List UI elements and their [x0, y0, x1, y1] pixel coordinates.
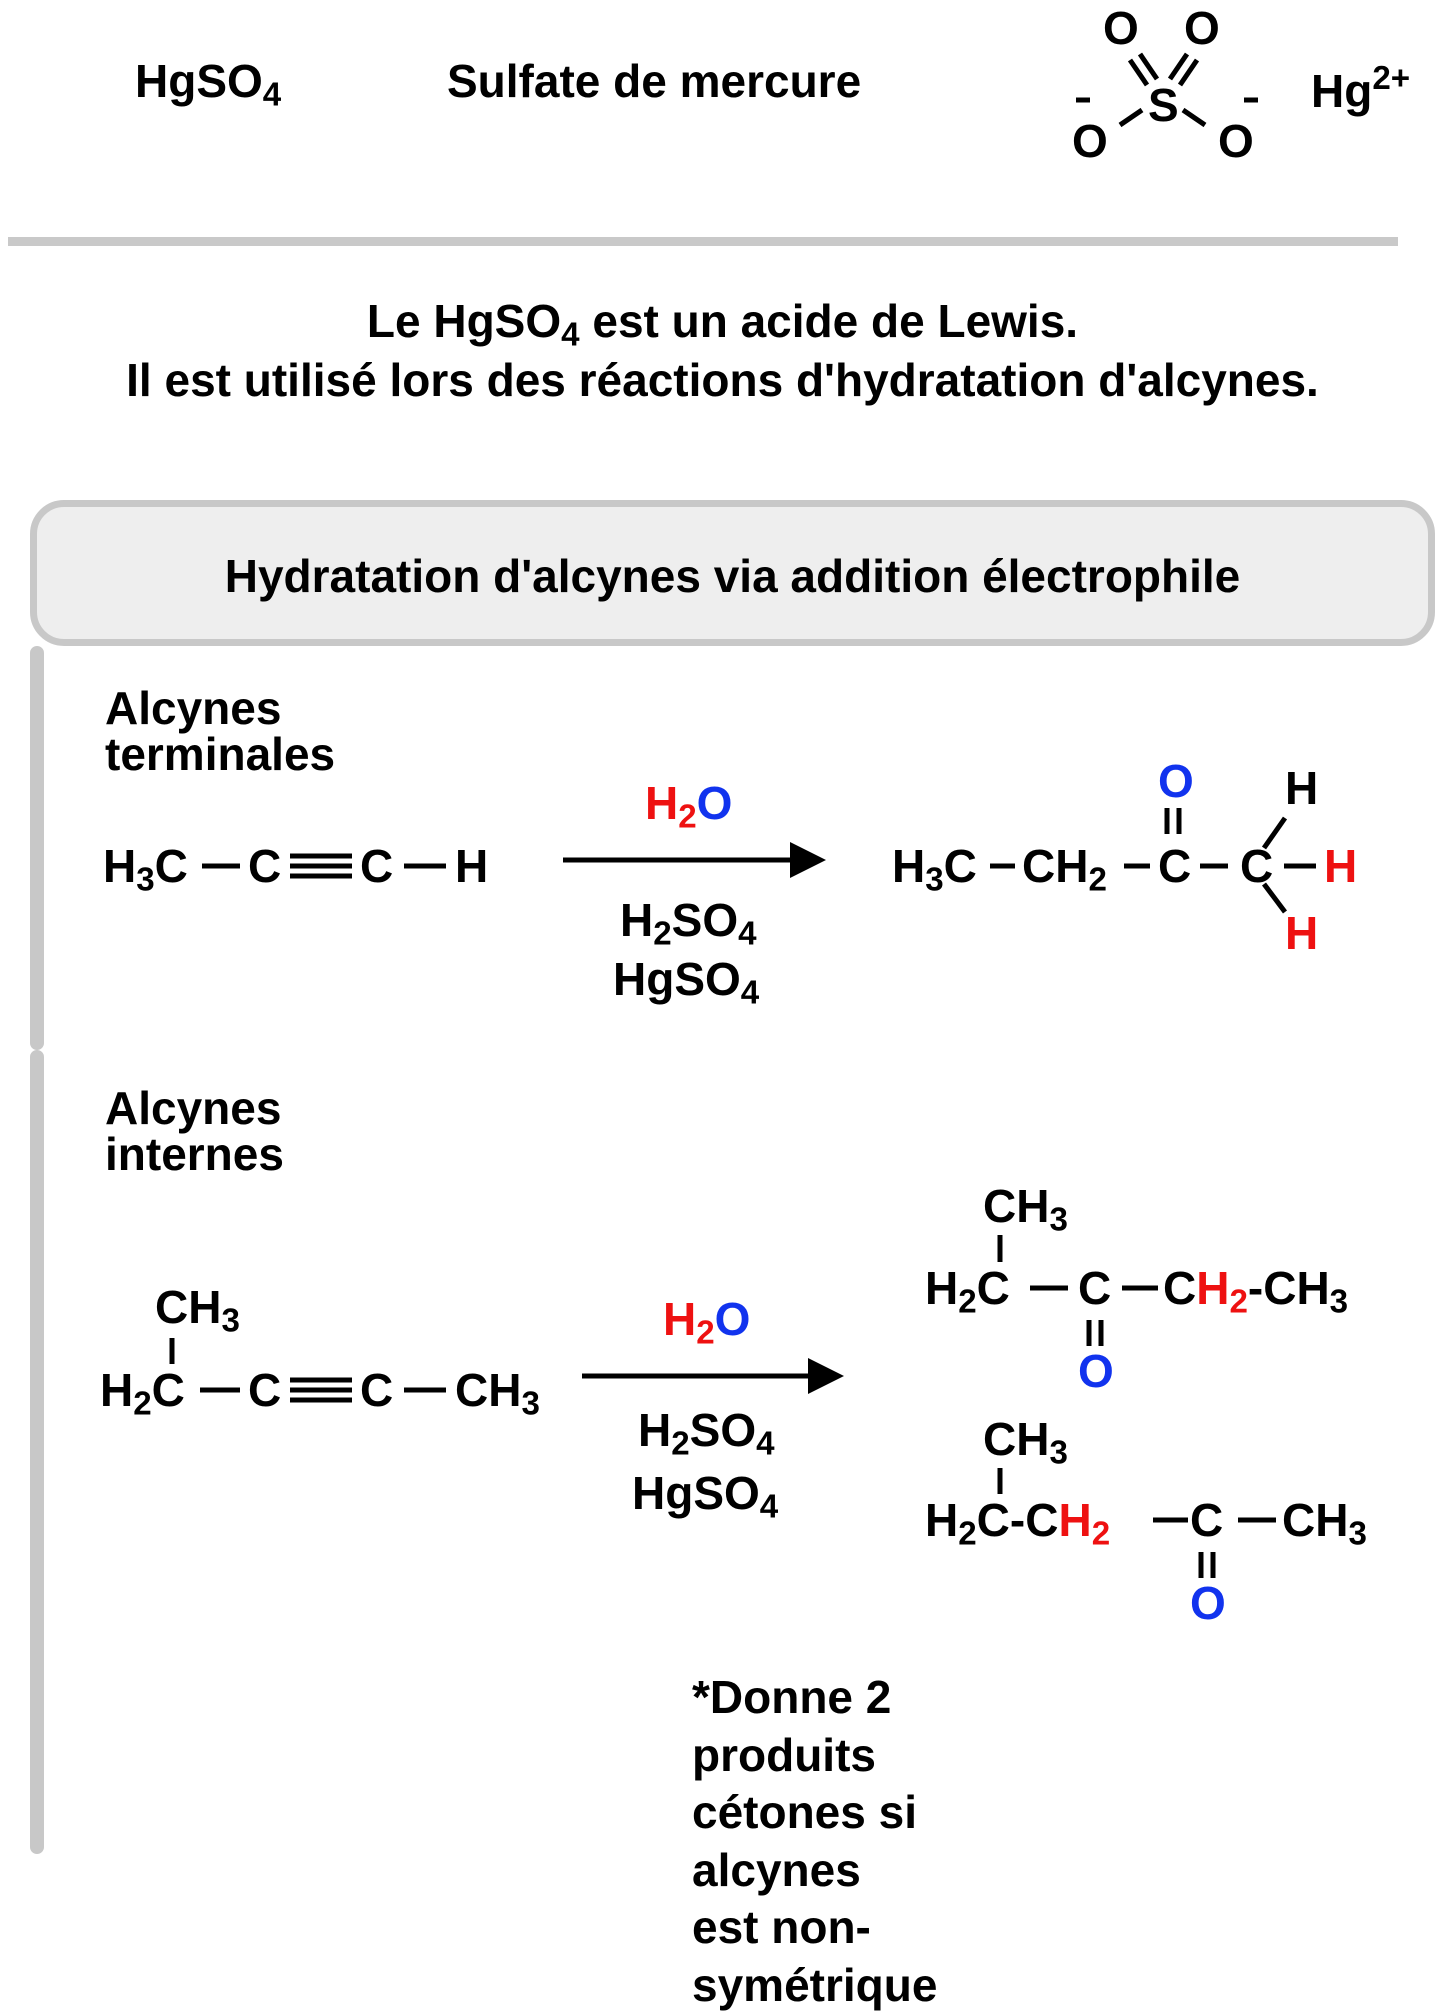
- internal-reactant-c1: C: [248, 1367, 281, 1413]
- intro-line-1: Le HgSO$_4$ est un acide de Lewis.: [0, 298, 1445, 344]
- product2-ch3: $CH_3$: [1282, 1497, 1367, 1543]
- terminal-alkynes-title: Alcynes terminales: [105, 685, 335, 777]
- sulfate-o-top-left: O: [1103, 5, 1139, 51]
- mercury-cation: $Hg^{2+}$: [1311, 68, 1410, 114]
- product1-h2c: $H_2C$: [925, 1265, 1010, 1311]
- sulfate-o-bottom-right: O: [1218, 118, 1254, 164]
- product1-ch3-top: $CH_3$: [983, 1183, 1068, 1229]
- product2-o: O: [1190, 1580, 1226, 1626]
- internal-reagent-catalyst: HgSO$_4$: [632, 1470, 778, 1516]
- terminal-reactant-c2: C: [360, 843, 393, 889]
- internal-note-line-2: alcynes est non-symétrique: [692, 1842, 937, 2014]
- terminal-product-h3c: $H_3C$: [892, 843, 977, 889]
- terminal-product-h-right: H: [1324, 843, 1357, 889]
- product1-o: O: [1078, 1348, 1114, 1394]
- product1-ch2: $CH_2-CH_3$: [1163, 1265, 1348, 1311]
- internal-note-line-1: *Donne 2 produits cétones si: [692, 1669, 937, 1842]
- sulfate-charge-right: –: [1242, 78, 1261, 116]
- product2-ch3-top: $CH_3$: [983, 1416, 1068, 1462]
- terminal-product-h-bottom: H: [1285, 910, 1318, 956]
- intro-line-2: Il est utilisé lors des réactions d'hydratation d'alcynes.: [0, 357, 1445, 403]
- terminal-product-ch2: $CH_2$: [1022, 843, 1107, 889]
- terminal-reagent-catalyst: HgSO$_4$: [613, 956, 759, 1002]
- terminal-reagent-water: $H_2O$: [645, 780, 732, 826]
- section-header-title: Hydratation d'alcynes via addition électrophile: [37, 553, 1428, 599]
- terminal-product-c-methyl: C: [1240, 843, 1273, 889]
- product1-c-carbonyl: C: [1078, 1265, 1111, 1311]
- terminal-reactant-h: H: [455, 843, 488, 889]
- terminal-product-h-top: H: [1285, 765, 1318, 811]
- internal-alkynes-title: Alcynes internes: [105, 1085, 284, 1177]
- sulfate-charge-left: –: [1074, 78, 1093, 116]
- internal-reagent-acid: $H_2SO_4$: [638, 1407, 775, 1453]
- terminal-reactant-c1: C: [248, 843, 281, 889]
- product2-h2c-ch2: $H_2C-CH_2$: [925, 1497, 1110, 1543]
- sulfate-o-bottom-left: O: [1072, 118, 1108, 164]
- sulfate-s: S: [1148, 82, 1179, 128]
- internal-reactant-ch3-top: $CH_3$: [155, 1284, 240, 1330]
- sulfate-o-top-right: O: [1184, 5, 1220, 51]
- internal-reactant-h2c: $H_2C$: [100, 1367, 185, 1413]
- compound-formula: HgSO$_4$: [135, 58, 281, 104]
- terminal-product-c-carbonyl: C: [1158, 843, 1191, 889]
- internal-reactant-c2: C: [360, 1367, 393, 1413]
- terminal-reagent-acid: $H_2SO_4$: [620, 897, 757, 943]
- terminal-product-o: O: [1158, 758, 1194, 804]
- compound-name: Sulfate de mercure: [447, 58, 861, 104]
- terminal-reactant-h3c: $H_3C$: [103, 843, 188, 889]
- internal-reagent-water: $H_2O$: [663, 1296, 750, 1342]
- internal-reactant-ch3: $CH_3$: [455, 1367, 540, 1413]
- product2-c-carbonyl: C: [1190, 1497, 1223, 1543]
